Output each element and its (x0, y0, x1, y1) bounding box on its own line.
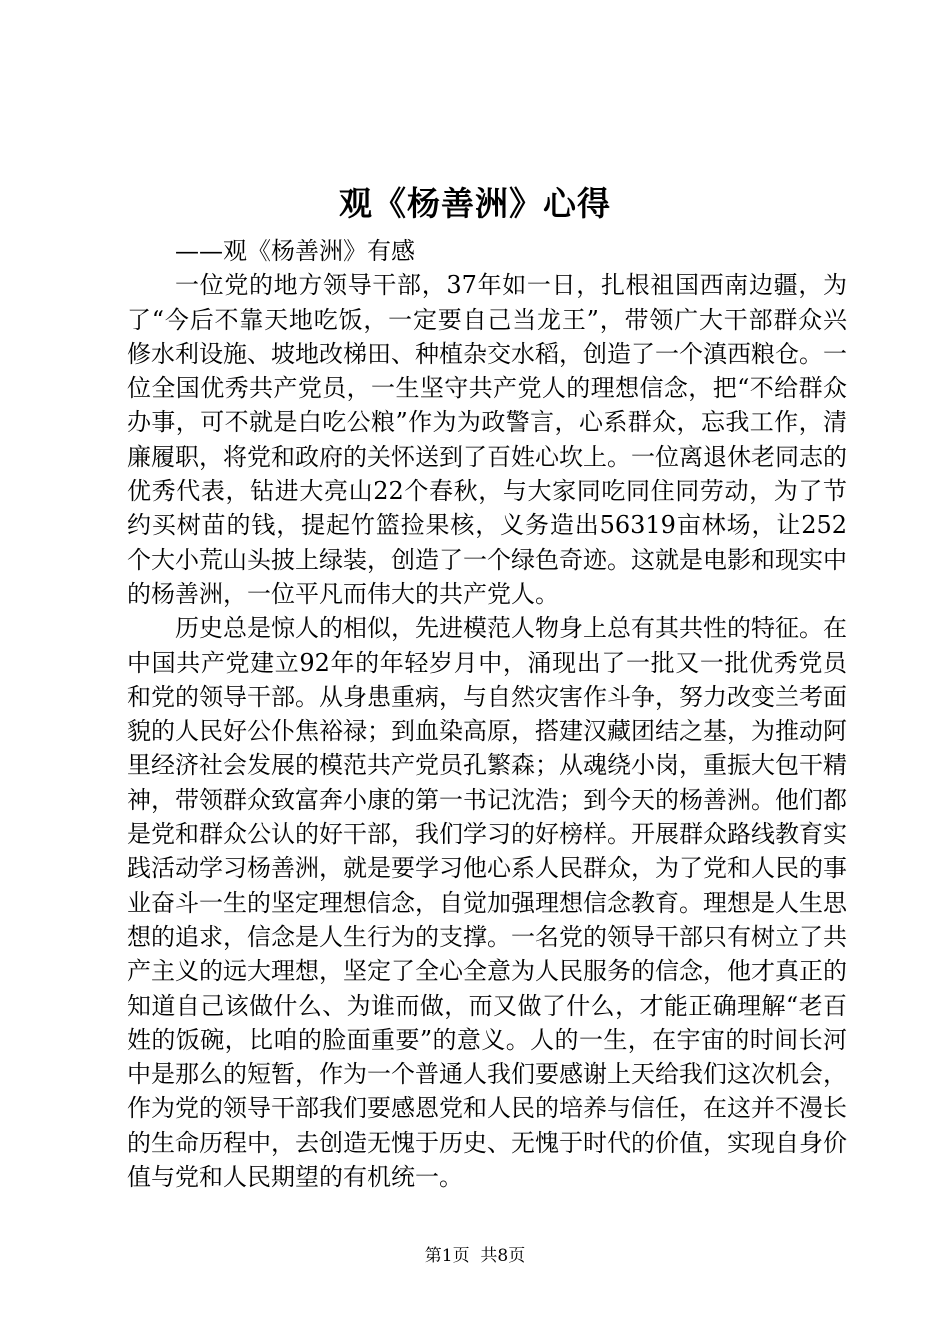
document-title: 观《杨善洲》心得 (339, 184, 611, 223)
document-subtitle: ——观《杨善洲》有感 (175, 237, 415, 265)
document-body (127, 234, 847, 1194)
paragraph-2: 历史总是惊人的相似，先进模范人物身上总有其共性的特征。在中国共产党建立92年的年轻岁月中，涌现出了一批又一批优秀党员和党的领导干部。从身患重病，与自然灾害作斗争，努力改变兰考面貌的人民好公仆焦裕禄；到血染高原，搭建汉藏团结之基，为推动阿里经济社会发展的模范共产党员孔繁森；从魂绕小岗，重振大包干精神，带领群众致富奔小康的第一书记沈浩；到今天的杨善洲。他们都是党和群众公认的好干部，我们学习的好榜样。开展群众路线教育实践活动学习杨善洲，就是要学习他心系人民群众，为了党和人民的事业奋斗一生的坚定理想信念，自觉加强理想信念教育。理想是人生思想的追求，信念是人生行为的支撑。一名党的领导干部只有树立了共产主义的远大理想，坚定了全心全意为人民服务的信念，他才真正的知道自己该做什么、为谁而做，而又做了什么，才能正确理解“老百姓的饭碗，比咱的脸面重要”的意义。人的一生，在宇宙的时间长河中是那么的短暂，作为一个普通人我们要感谢上天给我们这次机会，作为党的领导干部我们要感恩党和人民的培养与信任，在这并不漫长的生命历程中，去创造无愧于历史、无愧于时代的价值，实现自身价值与党和人民期望的有机统一。 (127, 614, 847, 1192)
paragraph-1: 一位党的地方领导干部，37年如一日，扎根祖国西南边疆，为了“今后不靠天地吃饭，一定要自己当龙王”，带领广大干部群众兴修水利设施、坡地改梯田、种植杂交水稻，创造了一个滇西粮仓。一位全国优秀共产党员，一生坚守共产党人的理想信念，把“不给群众办事，可不就是白吃公粮”作为为政警言，心系群众，忘我工作，清廉履职，将党和政府的关怀送到了百姓心坎上。一位离退休老同志的优秀代表，钻进大亮山22个春秋，与大家同吃同住同劳动，为了节约买树苗的钱，提起竹篮捡果核，义务造出56319亩林场，让252个大小荒山头披上绿装，创造了一个绿色奇迹。这就是电影和现实中的杨善洲，一位平凡而伟大的共产党人。 (127, 271, 847, 608)
page-footer: 第1页 共8页 (424, 1246, 526, 1266)
